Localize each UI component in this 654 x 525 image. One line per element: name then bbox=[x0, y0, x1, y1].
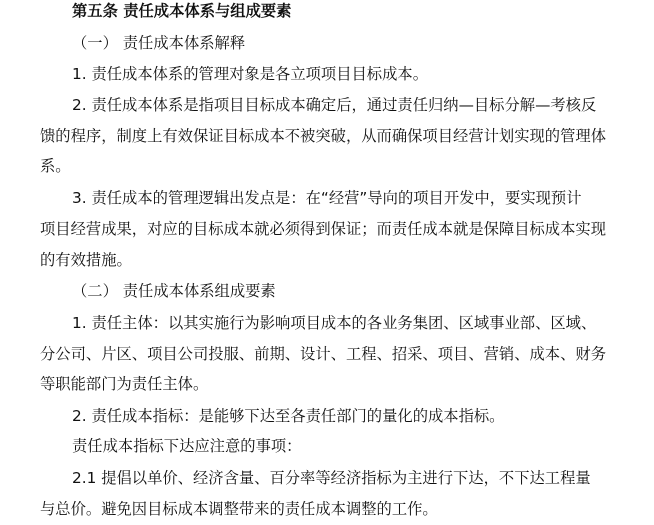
paragraph-2-2-1-line-2: 与总价。避免因目标成本调整带来的责任成本调整的工作。 bbox=[40, 500, 438, 518]
section-heading-2: （二） 责任成本体系组成要素 bbox=[72, 282, 276, 300]
paragraph-1-2-line-2: 馈的程序，制度上有效保证目标成本不被突破，从而确保项目经营计划实现的管理体 bbox=[40, 127, 606, 145]
section-heading-1: （一） 责任成本体系解释 bbox=[72, 34, 246, 52]
paragraph-2-1-line-3: 等职能部门为责任主体。 bbox=[40, 375, 209, 393]
paragraph-2-1-line-2: 分公司、片区、项目公司投服、前期、设计、工程、招采、项目、营销、成本、财务 bbox=[40, 345, 606, 363]
paragraph-2-2: 2. 责任成本指标：是能够下达至各责任部门的量化的成本指标。 bbox=[72, 407, 505, 425]
paragraph-1-3-line-1: 3. 责任成本的管理逻辑出发点是：在“经营”导向的项目开发中，要实现预计 bbox=[72, 189, 582, 207]
paragraph-1-3-line-2: 项目经营成果，对应的目标成本就必须得到保证；而责任成本就是保障目标成本实现 bbox=[40, 220, 606, 238]
article-title: 第五条 责任成本体系与组成要素 bbox=[72, 2, 292, 20]
paragraph-2-1-line-1: 1. 责任主体：以其实施行为影响项目成本的各业务集团、区域事业部、区域、 bbox=[72, 314, 597, 332]
paragraph-2-2-1-line-1: 2.1 提倡以单价、经济含量、百分率等经济指标为主进行下达，不下达工程量 bbox=[72, 469, 591, 487]
notes-heading: 责任成本指标下达应注意的事项： bbox=[72, 437, 302, 455]
paragraph-1-2-line-3: 系。 bbox=[40, 157, 71, 175]
paragraph-1-3-line-3: 的有效措施。 bbox=[40, 251, 132, 269]
paragraph-1-2-line-1: 2. 责任成本体系是指项目目标成本确定后，通过责任归纳—目标分解—考核反 bbox=[72, 96, 597, 114]
paragraph-1-1: 1. 责任成本体系的管理对象是各立项项目目标成本。 bbox=[72, 65, 428, 83]
